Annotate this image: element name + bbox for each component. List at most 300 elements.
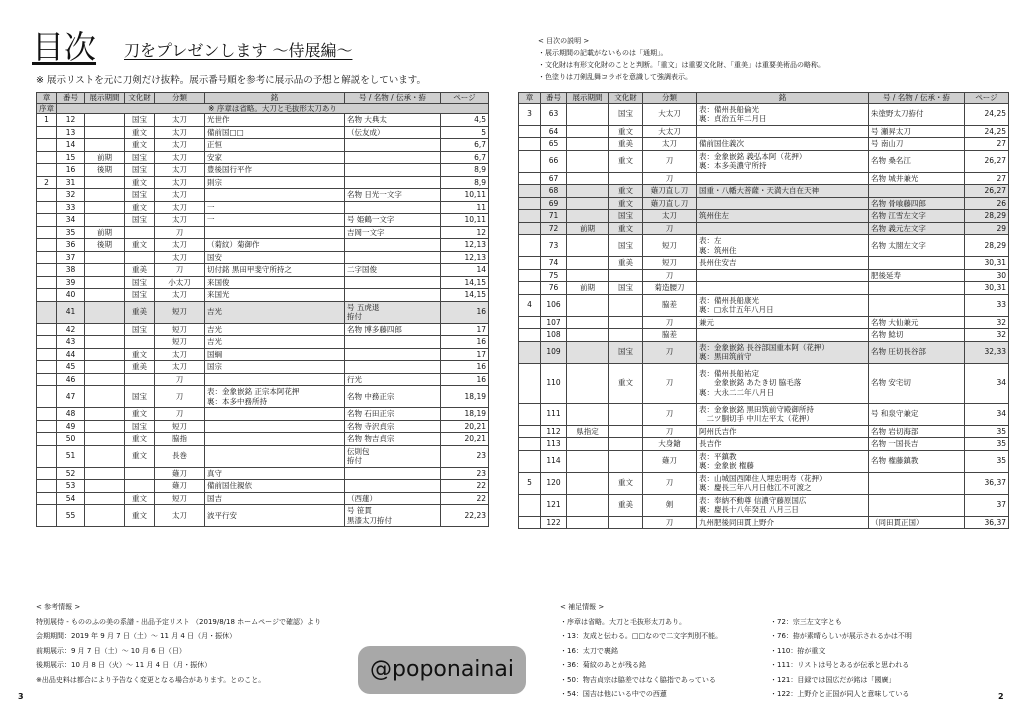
column-header: ページ — [441, 93, 489, 104]
chapter-cell — [37, 164, 57, 177]
number-cell: 39 — [57, 276, 85, 289]
reference-line: 会期期間：2019 年 9 月 7 日（土）〜 11 月 4 日（月・振休） — [36, 632, 237, 640]
number-cell: 52 — [57, 467, 85, 480]
category-cell: 太刀 — [643, 138, 697, 151]
inscription-cell: 表：金象嵌銘 義弘本阿（花押） 裏：本多美濃守所持 — [697, 150, 869, 172]
column-header: 号 / 名物 / 伝承・拵 — [869, 93, 965, 104]
chapter-cell — [519, 341, 541, 363]
period-cell — [567, 125, 609, 138]
period-cell — [567, 341, 609, 363]
cultural-property-cell: 国宝 — [125, 289, 155, 302]
page-cell: 6,7 — [441, 151, 489, 164]
table-row — [519, 269, 1009, 282]
cultural-property-cell: 重文 — [125, 201, 155, 214]
column-header: 文化財 — [609, 93, 643, 104]
name-cell: 名物 岩切海部 — [869, 425, 965, 438]
chapter-cell — [37, 348, 57, 361]
page-cell: 28,29 — [965, 235, 1009, 257]
number-cell: 110 — [541, 363, 567, 403]
chapter-cell — [519, 438, 541, 451]
cultural-property-cell — [609, 294, 643, 316]
name-cell — [345, 139, 441, 152]
cultural-property-cell: 重文 — [125, 445, 155, 467]
number-cell: 108 — [541, 329, 567, 342]
category-cell: 大太刀 — [643, 103, 697, 125]
table-row — [519, 125, 1009, 138]
chapter-cell — [519, 282, 541, 295]
period-cell — [567, 172, 609, 185]
chapter-cell — [37, 361, 57, 374]
category-cell: 刀 — [643, 150, 697, 172]
inscription-cell — [697, 222, 869, 235]
chapter-cell — [519, 450, 541, 472]
inscription-cell — [205, 226, 345, 239]
page-cell: 10,11 — [441, 189, 489, 202]
period-cell: 前期 — [567, 282, 609, 295]
page-title: 目次 — [32, 28, 97, 66]
name-cell: 号 笹貫 黒漆太刀拵付 — [345, 505, 441, 527]
cultural-property-cell: 重文 — [609, 222, 643, 235]
category-cell: 太刀 — [155, 214, 205, 227]
page-cell: 17 — [441, 348, 489, 361]
name-cell — [345, 361, 441, 374]
page-cell: 8,9 — [441, 176, 489, 189]
inscription-cell: 吉光 — [205, 336, 345, 349]
cultural-property-cell: 国宝 — [125, 276, 155, 289]
page-cell: 17 — [441, 323, 489, 336]
period-cell — [85, 264, 125, 277]
chapter-cell — [519, 316, 541, 329]
page-cell: 18,19 — [441, 408, 489, 421]
number-cell: 63 — [541, 103, 567, 125]
page-cell: 34 — [965, 403, 1009, 425]
category-cell: 長巻 — [155, 445, 205, 467]
number-cell: 71 — [541, 210, 567, 223]
name-cell — [345, 164, 441, 177]
chapter-cell — [37, 336, 57, 349]
table-row — [37, 336, 489, 349]
page-cell: 16 — [441, 301, 489, 323]
chapter-cell — [37, 505, 57, 527]
category-cell: 太刀 — [155, 176, 205, 189]
table-row — [37, 264, 489, 277]
left-exhibit-table — [36, 92, 489, 527]
name-cell: 名物 安宅切 — [869, 363, 965, 403]
column-header: 号 / 名物 / 伝承・拵 — [345, 93, 441, 104]
category-cell: 短刀 — [155, 492, 205, 505]
chapter-cell — [37, 492, 57, 505]
number-cell: 34 — [57, 214, 85, 227]
period-cell — [85, 480, 125, 493]
category-cell: 短刀 — [155, 323, 205, 336]
page-cell: 6,7 — [441, 139, 489, 152]
number-cell: 109 — [541, 341, 567, 363]
preface-label: 序章 — [37, 103, 57, 114]
name-cell: 名物 寺沢貞宗 — [345, 420, 441, 433]
category-cell: 脇差 — [643, 294, 697, 316]
number-cell: 31 — [57, 176, 85, 189]
name-cell: 肥後延寿 — [869, 269, 965, 282]
number-cell: 15 — [57, 151, 85, 164]
page-cell: 30 — [965, 269, 1009, 282]
name-cell: 名物 一国長吉 — [869, 438, 965, 451]
page-cell: 26,27 — [965, 150, 1009, 172]
chapter-cell — [519, 425, 541, 438]
period-cell — [567, 472, 609, 494]
category-cell: 刀 — [155, 386, 205, 408]
table-row — [37, 139, 489, 152]
category-cell: 太刀 — [155, 151, 205, 164]
name-cell: 号 五虎退 拵付 — [345, 301, 441, 323]
inscription-cell: 兼元 — [697, 316, 869, 329]
supplement-line: ・13：友成と伝わる。□□なので二文字判別不能。 — [560, 632, 723, 640]
supplement-line: ・111：リストは号とあるが伝承と思われる — [770, 661, 910, 669]
inscription-cell — [697, 197, 869, 210]
inscription-cell — [697, 269, 869, 282]
page-cell: 12,13 — [441, 251, 489, 264]
chapter-cell — [519, 185, 541, 198]
name-cell — [869, 494, 965, 516]
legend-line: < 目次の説明 > — [538, 37, 590, 45]
inscription-cell: 国安 — [205, 251, 345, 264]
name-cell: （伝友成） — [345, 126, 441, 139]
name-cell: 名物 江雪左文字 — [869, 210, 965, 223]
name-cell: 号 和泉守兼定 — [869, 403, 965, 425]
reference-line: ※出品史料は都合により予告なく変更となる場合があります。とのこと。 — [36, 675, 266, 684]
supplement-line: ・110：拵が重文 — [770, 646, 826, 655]
column-header: 番号 — [57, 93, 85, 104]
table-row — [37, 214, 489, 227]
inscription-cell — [697, 282, 869, 295]
period-cell — [567, 450, 609, 472]
inscription-cell: 筑州住左 — [697, 210, 869, 223]
inscription-cell: 表：備州長船倫光 裏：貞治五年二月日 — [697, 103, 869, 125]
page-cell: 16 — [441, 361, 489, 374]
cultural-property-cell — [125, 226, 155, 239]
number-cell: 32 — [57, 189, 85, 202]
chapter-cell — [37, 480, 57, 493]
supplement-line: ・122：上野介と正国が同人と意味している — [770, 690, 910, 698]
name-cell — [345, 336, 441, 349]
page-cell: 16 — [441, 373, 489, 386]
page-number-right: 2 — [998, 692, 1004, 701]
category-cell: 小太刀 — [155, 276, 205, 289]
preface-row — [37, 103, 489, 114]
cultural-property-cell: 国宝 — [609, 103, 643, 125]
number-cell: 69 — [541, 197, 567, 210]
cultural-property-cell: 重文 — [125, 239, 155, 252]
chapter-cell — [519, 269, 541, 282]
chapter-cell — [519, 494, 541, 516]
table-row — [519, 197, 1009, 210]
chapter-cell — [37, 433, 57, 446]
period-cell — [567, 494, 609, 516]
page-cell: 32 — [965, 329, 1009, 342]
table-row — [519, 494, 1009, 516]
category-cell: 短刀 — [643, 235, 697, 257]
inscription-cell — [205, 420, 345, 433]
name-cell: 名物 権藤鎮教 — [869, 450, 965, 472]
supplement-line: ・16：太刀で裏銘 — [560, 646, 618, 655]
name-cell: 名物 城井兼光 — [869, 172, 965, 185]
column-header: 番号 — [541, 93, 567, 104]
number-cell: 120 — [541, 472, 567, 494]
intro-note: ※ 展示リストを元に刀剣だけ抜粋。展示番号順を参考に展示品の予想と解説をしています。 — [36, 75, 427, 86]
period-cell — [85, 386, 125, 408]
name-cell: 号 瀬昇太刀 — [869, 125, 965, 138]
inscription-cell — [205, 445, 345, 467]
page-cell: 24,25 — [965, 125, 1009, 138]
period-cell — [567, 403, 609, 425]
table-row — [37, 276, 489, 289]
page-cell: 28,29 — [965, 210, 1009, 223]
name-cell: 名物 桑名江 — [869, 150, 965, 172]
period-cell — [567, 316, 609, 329]
category-cell: 刀 — [643, 516, 697, 529]
table-row — [519, 316, 1009, 329]
number-cell: 112 — [541, 425, 567, 438]
category-cell: 薙刀直し刀 — [643, 197, 697, 210]
table-row — [37, 176, 489, 189]
chapter-cell — [37, 226, 57, 239]
page-cell: 5 — [441, 126, 489, 139]
table-row — [37, 201, 489, 214]
number-cell: 65 — [541, 138, 567, 151]
inscription-cell: 光世作 — [205, 114, 345, 127]
number-cell: 74 — [541, 257, 567, 270]
table-row — [37, 301, 489, 323]
table-row — [519, 450, 1009, 472]
period-cell — [85, 373, 125, 386]
cultural-property-cell: 重美 — [125, 264, 155, 277]
chapter-cell — [37, 408, 57, 421]
table-row — [519, 403, 1009, 425]
table-row — [519, 257, 1009, 270]
page-cell: 10,11 — [441, 214, 489, 227]
cultural-property-cell — [125, 373, 155, 386]
cultural-property-cell: 国宝 — [125, 151, 155, 164]
name-cell: 伝則包 拵付 — [345, 445, 441, 467]
period-cell — [567, 363, 609, 403]
table-row — [519, 363, 1009, 403]
cultural-property-cell: 重文 — [125, 176, 155, 189]
inscription-cell: 国宗 — [205, 361, 345, 374]
name-cell — [345, 176, 441, 189]
table-row — [37, 408, 489, 421]
page-cell: 32,33 — [965, 341, 1009, 363]
cultural-property-cell: 国宝 — [125, 214, 155, 227]
table-row — [519, 438, 1009, 451]
name-cell: 二字国俊 — [345, 264, 441, 277]
table-row — [519, 516, 1009, 529]
chapter-cell — [519, 235, 541, 257]
period-cell — [85, 276, 125, 289]
page-cell: 35 — [965, 438, 1009, 451]
category-cell: 薙刀 — [643, 450, 697, 472]
number-cell: 44 — [57, 348, 85, 361]
reference-line: 特別展侍 - もののふの美の系譜 - 出品予定リスト （2019/8/18 ホームページで確認）より — [36, 617, 322, 626]
cultural-property-cell: 国宝 — [125, 420, 155, 433]
period-cell: 後期 — [85, 164, 125, 177]
chapter-cell: 1 — [37, 114, 57, 127]
cultural-property-cell: 国宝 — [125, 164, 155, 177]
period-cell — [85, 408, 125, 421]
period-cell — [567, 269, 609, 282]
page-cell: 14,15 — [441, 276, 489, 289]
table-row — [37, 480, 489, 493]
cultural-property-cell: 重美 — [125, 361, 155, 374]
column-header: 分類 — [155, 93, 205, 104]
number-cell: 76 — [541, 282, 567, 295]
number-cell: 66 — [541, 150, 567, 172]
chapter-cell: 5 — [519, 472, 541, 494]
chapter-cell: 2 — [37, 176, 57, 189]
page-cell: 20,21 — [441, 420, 489, 433]
number-cell: 46 — [57, 373, 85, 386]
inscription-cell: 九州肥後同田貫上野介 — [697, 516, 869, 529]
table-row — [519, 235, 1009, 257]
page-cell: 27 — [965, 172, 1009, 185]
number-cell: 38 — [57, 264, 85, 277]
table-row — [519, 172, 1009, 185]
page-cell: 26 — [965, 197, 1009, 210]
inscription-cell: 備前国住義次 — [697, 138, 869, 151]
cultural-property-cell — [609, 438, 643, 451]
category-cell: 薙刀 — [155, 467, 205, 480]
legend-line: ・色塗りは刀剣乱舞コラボを意識して強調表示。 — [538, 73, 692, 81]
number-cell: 114 — [541, 450, 567, 472]
table-row — [37, 467, 489, 480]
page-cell: 8,9 — [441, 164, 489, 177]
cultural-property-cell: 重文 — [125, 433, 155, 446]
period-cell — [85, 139, 125, 152]
category-cell: 刀 — [643, 222, 697, 235]
cultural-property-cell: 重美 — [609, 138, 643, 151]
period-cell — [567, 150, 609, 172]
number-cell: 121 — [541, 494, 567, 516]
cultural-property-cell: 重文 — [125, 408, 155, 421]
period-cell — [85, 348, 125, 361]
cultural-property-cell — [125, 336, 155, 349]
period-cell — [85, 214, 125, 227]
category-cell: 刀 — [155, 373, 205, 386]
table-row — [519, 341, 1009, 363]
inscription-cell: 表：金象嵌銘 正宗本阿花押 裏：本多中務所持 — [205, 386, 345, 408]
category-cell: 刀 — [155, 264, 205, 277]
period-cell: 前期 — [85, 151, 125, 164]
name-cell — [345, 289, 441, 302]
right-exhibit-table — [518, 92, 1009, 529]
column-header: ページ — [965, 93, 1009, 104]
number-cell: 72 — [541, 222, 567, 235]
chapter-cell — [37, 420, 57, 433]
chapter-cell — [37, 126, 57, 139]
cultural-property-cell: 重文 — [609, 472, 643, 494]
cultural-property-cell: 重文 — [609, 197, 643, 210]
name-cell: 名物 中務正宗 — [345, 386, 441, 408]
chapter-cell — [37, 276, 57, 289]
period-cell — [85, 114, 125, 127]
page-cell: 23 — [441, 445, 489, 467]
number-cell: 53 — [57, 480, 85, 493]
period-cell — [567, 516, 609, 529]
number-cell: 50 — [57, 433, 85, 446]
name-cell: 吉岡一文字 — [345, 226, 441, 239]
legend-line: ・展示期間の記載がないものは「通期」。 — [538, 49, 668, 57]
category-cell: 刀 — [643, 316, 697, 329]
inscription-cell — [697, 125, 869, 138]
category-cell: 太刀 — [155, 189, 205, 202]
number-cell: 67 — [541, 172, 567, 185]
category-cell: 太刀 — [155, 505, 205, 527]
chapter-cell — [519, 125, 541, 138]
table-row — [519, 222, 1009, 235]
inscription-cell: 吉光 — [205, 323, 345, 336]
name-cell — [345, 276, 441, 289]
category-cell: 大太刀 — [643, 125, 697, 138]
name-cell — [345, 348, 441, 361]
cultural-property-cell — [609, 172, 643, 185]
name-cell — [869, 185, 965, 198]
chapter-cell — [37, 151, 57, 164]
inscription-cell: 国重・八幡大菩薩・天満大自在天神 — [697, 185, 869, 198]
author-handle-watermark: @poponainai — [358, 646, 526, 694]
table-row — [37, 164, 489, 177]
page-cell: 22 — [441, 492, 489, 505]
category-cell: 太刀 — [643, 210, 697, 223]
table-row — [37, 505, 489, 527]
category-cell: 脇指 — [155, 433, 205, 446]
category-cell: 刀 — [155, 408, 205, 421]
period-cell — [85, 433, 125, 446]
number-cell: 36 — [57, 239, 85, 252]
category-cell: 大身鎗 — [643, 438, 697, 451]
name-cell — [345, 480, 441, 493]
table-row — [37, 226, 489, 239]
table-row — [37, 323, 489, 336]
table-row — [519, 282, 1009, 295]
cultural-property-cell: 国宝 — [125, 386, 155, 408]
cultural-property-cell — [609, 269, 643, 282]
chapter-cell — [37, 301, 57, 323]
inscription-cell: 表：奉納不動尊 信濃守藤原国広 裏：慶長十八年癸丑 八月三日 — [697, 494, 869, 516]
page-cell: 36,37 — [965, 516, 1009, 529]
number-cell: 40 — [57, 289, 85, 302]
page-cell: 22 — [441, 480, 489, 493]
chapter-cell: 4 — [519, 294, 541, 316]
table-row — [519, 210, 1009, 223]
inscription-cell — [205, 408, 345, 421]
column-header: 展示期間 — [567, 93, 609, 104]
table-row — [37, 289, 489, 302]
cultural-property-cell — [125, 251, 155, 264]
category-cell: 太刀 — [155, 201, 205, 214]
number-cell: 111 — [541, 403, 567, 425]
legend-block — [538, 35, 825, 83]
cultural-property-cell: 重文 — [609, 150, 643, 172]
inscription-cell: 表：左 裏：筑州住 — [697, 235, 869, 257]
column-header: 章 — [519, 93, 541, 104]
period-cell — [85, 251, 125, 264]
period-cell — [85, 467, 125, 480]
category-cell: 刀 — [155, 226, 205, 239]
name-cell: （西蓮） — [345, 492, 441, 505]
chapter-cell — [37, 214, 57, 227]
name-cell: 名物 日光一文字 — [345, 189, 441, 202]
reference-line: 前期展示：9 月 7 日（土）〜 10 月 6 日（日） — [36, 646, 186, 655]
column-header: 文化財 — [125, 93, 155, 104]
page-cell: 18,19 — [441, 386, 489, 408]
